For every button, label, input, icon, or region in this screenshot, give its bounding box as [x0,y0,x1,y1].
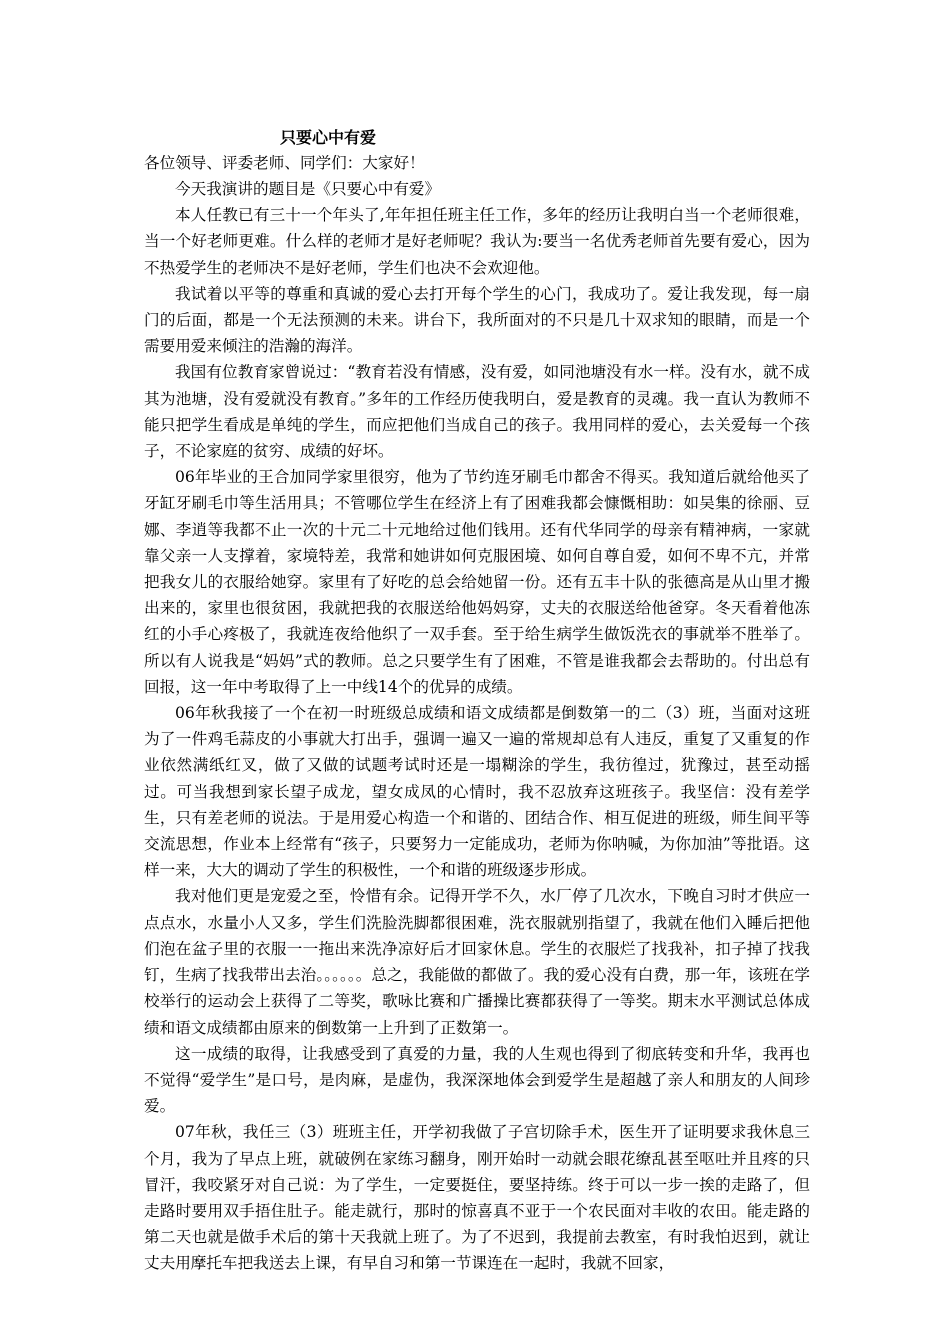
greeting-line: 各位领导、评委老师、同学们：大家好！ [144,154,425,172]
paragraph-topic: 今天我演讲的题目是《只要心中有爱》 [175,180,441,198]
paragraph-2006-autumn-class: 06年秋我接了一个在初一时班级总成绩和语文成绩都是倒数第一的二（3）班，当面对这班为了一件鸡毛蒜皮的小事就大打出手，强调一遍又一遍的常规却总有人违反，重复了又重复的作业依然满纸红叉，做了又做的试题考试时还是一塌糊涂的学生，我彷徨过，犹豫过，甚至动摇过。可当我想到家长望子成龙，望女成凤的心情时，我不忍放弃这班孩子。我坚信：没有差学生，只有差老师的说法。于是用爱心构造一个和谐的、团结合作、相互促进的班级，师生间平等交流思想，作业本上经常有“孩子，只要努力一定能成功，老师为你呐喊，为你加油”等批语。这样一来，大大的调动了学生的积极性，一个和谐的班级逐步形成。 [144,704,810,880]
document-page [144,126,810,1277]
paragraph-care: 我对他们更是宠爱之至，怜惜有余。记得开学不久，水厂停了几次水，下晚自习时才供应一点点水，水量小人又多，学生们洗脸洗脚都很困难，洗衣服就别指望了，我就在他们入睡后把他们泡在盆子里的衣服一一拖出来洗净凉好后才回家休息。学生的衣服烂了找我补，扣子掉了找我钉，生病了找我带出去治。。。。。。总之，我能做的都做了。我的爱心没有白费，那一年，该班在学校举行的运动会上获得了二等奖，歌咏比赛和广播操比赛都获得了一等奖。期末水平测试总体成绩和语文成绩都由原来的倒数第一上升到了正数第一。 [144,887,810,1037]
paragraph-respect: 我试着以平等的尊重和真诚的爱心去打开每个学生的心门，我成功了。爱让我发现，每一扇门的后面，都是一个无法预测的未来。讲台下，我所面对的不只是几十双求知的眼睛，而是一个需要用爱来倾注的浩瀚的海洋。 [144,284,810,356]
paragraph-2007-autumn: 07年秋，我任三（3）班班主任，开学初我做了子宫切除手术，医生开了证明要求我休息三个月，我为了早点上班，就破例在家练习翻身，刚开始时一动就会眼花缭乱甚至呕吐并且疼的只冒汗，我咬紧牙对自己说：为了学生，一定要挺住，要坚持练。终于可以一步一挨的走路了，但走路时要用双手捂住肚子。能走就行，那时的惊喜真不亚于一个农民面对丰收的农田。能走路的第二天也就是做手术后的第十天我就上班了。为了不迟到，我提前去教室，有时我怕迟到，就让丈夫用摩托车把我送去上课，有早自习和第一节课连在一起时，我就不回家， [144,1123,810,1273]
document-title: 只要心中有爱 [280,128,377,147]
paragraph-educator-quote: 我国有位教育家曾说过：“教育若没有情感，没有爱，如同池塘没有水一样。没有水，就不成其为池塘，没有爱就没有教育。”多年的工作经历使我明白，爱是教育的灵魂。我一直认为教师不能只把学生看成是单纯的学生，而应把他们当成自己的孩子。我用同样的爱心，去关爱每一个孩子，不论家庭的贫穷、成绩的好坏。 [144,363,810,461]
paragraph-intro: 本人任教已有三十一个年头了,年年担任班主任工作，多年的经历让我明白当一个老师很难，当一个好老师更难。什么样的老师才是好老师呢？我认为:要当一名优秀老师首先要有爱心，因为不热爱学生的老师决不是好老师，学生们也决不会欢迎他。 [144,206,810,277]
paragraph-achievement: 这一成绩的取得，让我感受到了真爱的力量，我的人生观也得到了彻底转变和升华，我再也不觉得“爱学生”是口号，是肉麻，是虚伪，我深深地体会到爱学生是超越了亲人和朋友的人间珍爱。 [144,1044,810,1116]
paragraph-2006-graduates: 06年毕业的王合加同学家里很穷，他为了节约连牙刷毛巾都舍不得买。我知道后就给他买了牙缸牙刷毛巾等生活用具；不管哪位学生在经济上有了困难我都会慷慨相助：如吴集的徐丽、豆娜、李逍等我都不止一次的十元二十元地给过他们钱用。还有代华同学的母亲有精神病，一家就靠父亲一人支撑着，家境特差，我常和她讲如何克服困境、如何自尊自爱，如何不卑不亢，并常把我女儿的衣服给她穿。家里有了好吃的总会给她留一份。还有五丰十队的张德高是从山里才搬出来的，家里也很贫困，我就把我的衣服送给他妈妈穿，丈夫的衣服送给他爸穿。冬天看着他冻红的小手心疼极了，我就连夜给他织了一双手套。至于给生病学生做饭洗衣的事就举不胜举了。所以有人说我是“妈妈”式的教师。总之只要学生有了困难，不管是谁我都会去帮助的。付出总有回报，这一年中考取得了上一中线14个的优异的成绩。 [144,468,810,696]
